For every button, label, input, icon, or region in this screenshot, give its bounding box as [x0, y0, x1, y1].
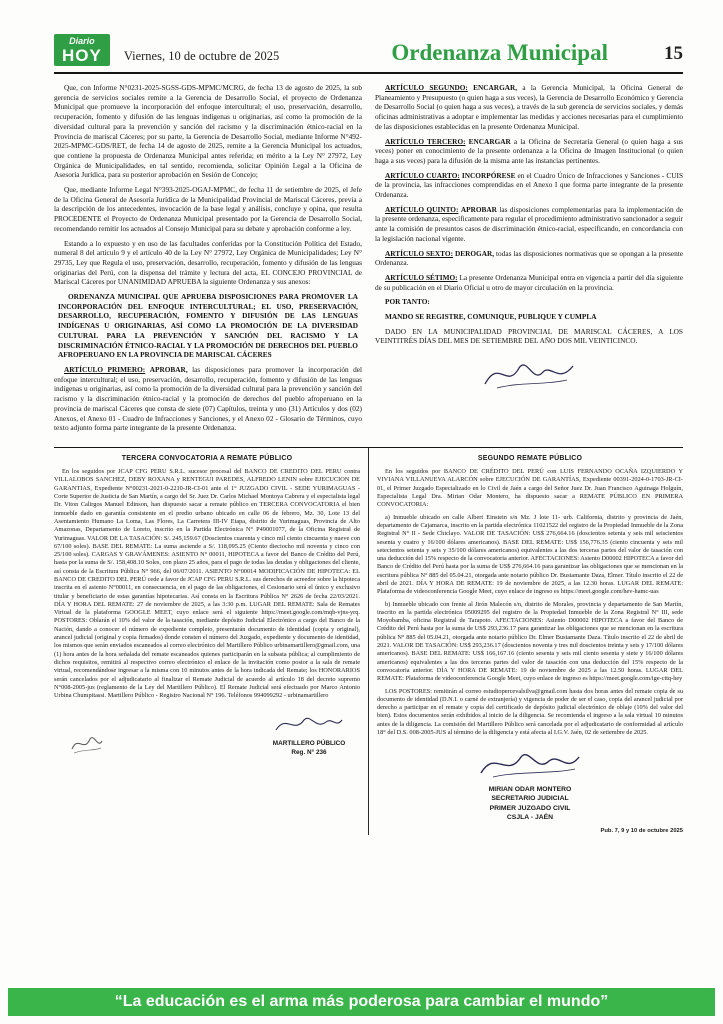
section-title: Ordenanza Municipal — [391, 40, 608, 65]
article-left-column — [54, 83, 362, 438]
diario-hoy-logo — [54, 34, 110, 66]
articulo-segundo-verb: ENCARGAR, — [473, 83, 518, 92]
articulo-quinto-label: ARTÍCULO QUINTO: — [385, 204, 459, 214]
articulo-segundo-label: ARTÍCULO SEGUNDO: — [385, 83, 468, 92]
articulo-sexto-paragraph — [375, 249, 683, 268]
article-paragraph: Estando a lo expuesto y en uso de las facultades conferidas por la Constitución Política del Estado, numeral 8 del artículo 9 y el artículo 40 de la Ley N° 27972, Ley Orgánica de Municipalidades; Ley N° 29735, Ley que Regula el uso, preservación, desarrollo, recuperación, fomento y difusión de las lenguas originarias del Perú, con la dispensa del trámite y lectura del acta, EL CONCEJO PROVINCIAL de Mariscal Cáceres por UNANIMIDAD APRUEBA la siguiente Ordenanza y sus anexos: — [54, 238, 362, 287]
notice-tercera-convocatoria — [54, 448, 369, 835]
articulo-tercero-label: ARTÍCULO TERCERO: — [385, 136, 466, 146]
articulo-sexto-body: todas las disposiciones normativas que se opongan a la presente Ordenanza. — [375, 248, 684, 268]
articulo-cuarto-label: ARTÍCULO CUARTO: — [385, 170, 460, 180]
articulo-segundo-paragraph — [375, 83, 683, 132]
issue-date: Viernes, 10 de octubre de 2025 — [123, 49, 280, 63]
articulo-sexto-verb: DEROGAR, — [454, 248, 495, 258]
secretario-name: MIRIAN ODAR MONTERO — [488, 785, 572, 793]
articulo-cuarto-verb: INCORPÓRESE — [461, 170, 516, 180]
secretario-court: PRIMER JUZGADO CIVIL — [489, 804, 571, 812]
signature-icon — [477, 354, 581, 394]
notice-right-postores: LOS POSTORES: remitirán al correo estudiopercevalsilva@gmail.com hasta dos horas antes del remate copia de su documento de identidad (D.N.I. o carné de extranjería) y vigencia de poder de ser el caso, copia del arancel judicial por derecho a participar en el remate y copia del certificado de depósito judicial electrónico de oblaje (10% del valor del bien). Estos documentos serán exhibidos al inicio de la diligencia. Se recomienda el ingreso a la sala virtual 10 minutos antes de la diligencia. La comisión del Martillero Público será cancelada por el adjudicatario de conformidad al artículo 18° del D.S. 008-2005-JUS al término de la diligencia y está afecta al I.G.V. Jaén, 02 de setiembre de 2025. — [377, 687, 683, 737]
articulo-setimo-label: ARTÍCULO SÉTIMO: — [385, 272, 458, 282]
martillero-stamp-line1: MARTILLERO PÚBLICO — [272, 740, 346, 748]
ordinance-article — [54, 83, 683, 438]
martillero-stamp — [272, 712, 346, 757]
secretario-role: SECRETARIO JUDICIAL — [491, 795, 569, 803]
articulo-cuarto-paragraph — [375, 171, 683, 200]
article-paragraph: Que, con Informe N°0231-2025-SGSS-GDS-MPMC/MCRG, de fecha 13 de agosto de 2025, la sub gerencia de servicios sociales remite a la Gerencia de Desarrollo Social, el proyecto de Ordenanza Municipal que promueve la incorporación del enfoque intercultural; el uso, preservación, desarrollo, recuperación, fomento y difusión de las lenguas indígenas u originarias, así como la promoción de la diversidad cultural para la prevención y sanción del racismo y la discriminación étnico-racial en la Provincia de mariscal Cáceres; por su parte, la Gerencia de Desarrollo Social, mediante Informe N°492-2025-MPMC-GDS/RET, de fecha 14 de agosto de 2025, remite a la Gerencia Municipal los actuados, que contiene la propuesta de Ordenanza Municipal antes referida; en mérito a la Ley N° 27972, Ley Orgánica de Municipalidades, en tal sentido, recomienda, solicitar Opinión Legal a la Oficina de Asesoría Jurídica, para su posterior aprobación en Sesión de Concejo; — [54, 83, 362, 180]
notice-left-signatures — [54, 712, 360, 757]
articulo-quinto-paragraph — [375, 205, 683, 244]
articulo-setimo-body: La presente Ordenanza Municipal entra en vigencia a partir del día siguiente de su publicación en el Diario Oficial u otro de mayor circulación en la provincia. — [375, 272, 683, 292]
articulo-segundo-body: a la Gerencia Municipal, la Oficina General de Planeamiento y Presupuesto (o quien haga a sus veces), la Gerencia de Desarrollo Económico y Gerencia de Desarrollo Social (o quien haga a sus veces), a través de la sub gerencia de servicios sociales, y demás oficinas administrativas a adoptar e implementar las medidas y acciones necesarias para el cumplimiento de las disposiciones establecidas en la presente Ordenanza Municipal. — [375, 83, 683, 131]
articulo-primero-verb: APROBAR, — [149, 364, 188, 374]
footer-quote-banner — [8, 988, 715, 1016]
article-right-column — [375, 83, 683, 438]
logo-hoy-text: HOY — [62, 46, 102, 65]
articulo-primero-paragraph — [54, 365, 362, 433]
notice-left-title: TERCERA CONVOCATORIA A REMATE PÚBLICO — [121, 454, 293, 462]
notice-right-intro: En los seguidos por BANCO DE CRÉDITO DEL PERÚ con LUIS FERNANDO OCAÑA IZQUIERDO Y VIVIANA VILLANUEVA ALARCÓN sobre EJECUCIÓN DE GARANTÍAS, Expediente 00391-2024-0-1703-JR-CI-01, el Primer Juzgado Especializado en lo Civil de Jaén a cargo del Señor Juez Dr. Juan Francisco Aguinaga Holguín, Especialista Legal Dra. Mirian Odar Montero, ha dispuesto sacar a REMATE PÚBLICO EN PRIMERA CONVOCATORIA: — [377, 468, 683, 509]
notice-right-item-a: a) Inmueble ubicado en calle Albert Einstein s/n Mz. J lote 11- urb. California, distrito y provincia de Jaén, departamento de Cajamarca, inscrito en la partida electrónica 11021522 del registro de la Propiedad Inmueble de la Zona Registral N° II - Sede Chiclayo. VALOR DE TASACIÓN: US$ 276,664.16 (doscientos setenta y seis mil seiscientos sesenta y cuatro y 16/100 dólares americanos). BASE DEL REMATE: US$ 156,776.35 (ciento cincuenta y seis mil setecientos setenta y seis y 35/100 dólares americanos) equivalentes a las dos terceras partes del valor de tasación con una deducción del 15% respecto de la convocatoria anterior. AFECTACIONES: Asiento D00002 HIPOTECA a favor del Banco de Crédito del Perú hasta por la suma de US$ 276,664.16 para garantizar las obligaciones que se mencionan en la escritura pública N° 885 del 05.04.21, otorgada ante notario público Dr. Bustamante Daza, Elmer. Título inscrito el 22 de abril de 2021. DÍA Y HORA DE REMATE: 19 de noviembre de 2025, a las 12.30 horas. LUGAR DEL REMATE: Plataforma de videoconferencia Google Meet, cuyo enlace de ingreso es https://meet.google.com/hev-hamc-uas — [377, 513, 683, 596]
notice-right-item-b: b) Inmueble ubicado con frente al Jirón Malecón s/n, distrito de Morales, provincia y departamento de San Martín, inscrito en la partida electrónica 05009295 del registro de la Propiedad Inmueble de la Zona Registral N° III, sede Moyobamba, oficina Registral de Tarapoto. AFECTACIONES: Asiento D00002 HIPOTECA a favor del Banco de Crédito del Perú hasta por la suma de US$ 293,236.17 para garantizar las obligaciones que se mencionan en la escritura pública N° 885 del 05.04.21, otorgada ante notario público Dr. Elmer Bustamante Daza. Título inscrito el 22 de abril de 2021. VALOR DE TASACIÓN: US$ 293,236.17 (doscientos noventa y tres mil doscientos treinta y seis y 17/100 dólares americanos). BASE DEL REMATE: US$ 166,167.16 (ciento sesenta y seis mil ciento sesenta y siete y 16/100 dólares americanos) equivalentes a las dos terceras partes del valor de tasación con una deducción del 15% respecto de la convocatoria anterior. DÍA Y HORA DE REMATE: 19 de noviembre de 2025 a las 12.50 horas. LUGAR DEL REMATE: Plataforma de videoconferencia Google Meet, cuyo enlace de ingreso es https://meet.google.com/ige-cttq-hey — [377, 600, 683, 683]
publication-dates-note: Pub. 7, 9 y 10 de octubre 2025 — [600, 827, 683, 834]
page-header — [54, 34, 683, 74]
articulo-tercero-paragraph — [375, 137, 683, 166]
mando-line: MANDO SE REGISTRE, COMUNIQUE, PUBLIQUE Y CUMPLA — [385, 312, 597, 322]
articulo-quinto-body: las disposiciones complementarias para la implementación de la presente ordenanza, específicamente para regular el procedimiento administrativo sancionador a seguir ante la comisión de presuntos casos de discriminación étnico-racial, específicando, en concordancia con la legislación nacional vigente. — [375, 204, 683, 243]
seal-stamp-icon — [68, 731, 104, 757]
articulo-quinto-verb: APROBAR — [460, 204, 497, 214]
secretario-signature-icon — [475, 747, 585, 781]
footer-quote-text: “La educación es el arma más poderosa para cambiar el mundo” — [114, 993, 609, 1010]
articulo-sexto-label: ARTÍCULO SEXTO: — [385, 248, 454, 258]
articulo-cuarto-body: en el Cuadro Único de Infracciones y Sanciones - CUIS de la provincia, las infracciones comprendidas en el Anexo I que forma parte integrante de la presente Ordenanza. — [375, 170, 684, 200]
articulo-tercero-verb: ENCARGAR — [468, 136, 511, 146]
article-paragraph: Que, mediante Informe Legal N°393-2025-OGAJ-MPMC, de fecha 11 de setiembre de 2025, el Jefe de la Oficina General de Asesoría Jurídica de la Municipalidad Provincial de Mariscal Cáceres, previa a la descripción de los antecedentes, invocación de la base legal y análisis, concluye y opina, que resulta PROCEDENTE el Proyecto de Ordenanza Municipal presentado por la Gerencia de Desarrollo Social, recomendando remitir los actuados al Consejo Municipal para su debate y aprobación conforme a ley. — [54, 185, 362, 233]
mayor-signature — [375, 354, 683, 397]
articulo-tercero-body: a la Oficina de Secretaría General (o quien haga a sus veces) poner en conocimiento de la presente ordenanza a la Oficina de Imagen Institucional (o quien haga a sus veces) para la difusión de la misma ante las instancias pertinentes. — [375, 136, 683, 165]
notice-left-body: En los seguidos por JCAP CFG PERU S.R.L. sucesor procesal del BANCO DE CREDITO DEL PERU contra VILLALOBOS SANCHEZ, DEBY ROXANA y RENTEGUI PAREDES, ALFREDO LENIN sobre EJECUCION DE GARANTIAS, Expediente N°00231-2021-0-2210-JR-CI-01 ante el 1° JUZGADO CIVIL - SEDE YURIMAGUAS - Corte Superior de Justicia de San Martín, a cargo del Sr. Juez Dr. Carlos Michael Montoya Cabrera y el especialista legal Dr. Viton Calirgos Manuel Edinson, han dispuesto sacar a remate público en TERCERA CONVOCATORIA el bien inmueble dado en garantía consistente en el predio urbano ubicado en calle 06 de febrero, Mz. 30, Lote 13 del Asentamiento Humano La Loma, Las Flores, La Carretera III-IV Etapa, distrito de Yurimaguas, Provincia de Alto Amazonas, Departamento de Loreto, inscrito en la Partida Electrónica N° P49001077, de la Oficina Registral de Yurimaguas. VALOR DE LA TASACIÓN: S/. 245,159.67 (Doscientos cuarenta y cinco mil ciento cincuenta y nueve con 67/100 soles). BASE DEL REMATE: La suma asciende a S/. 118,095.25 (Ciento dieciocho mil noventa y cinco con 25/100 soles). CARGAS Y GRAVÁMENES: ASIENTO N° 00011, HIPOTECA a favor del Banco de Crédito del Perú, hasta por la suma de S/. 158,408.10 Soles, con plazo 25 años, para el pago de todas las deudas y obligaciones del cliente, así consta de la Escritura Pública N° 966, del 06/07/2011. ASIENTO N°00014 MODIFICACIÓN DE HIPOTECA: EL BANCO DE CREDITO DEL PERÚ cede a favor de JCAP CFG PERU S.R.L. sus derechos de acreedor sobre la hipoteca inscrita en el asiento N°00011, en consecuencia, en el pago de las obligaciones, el Cesionario será el único y exclusivo titular y beneficiario de estas garantías hipotecarias. Así consta en la Escritura Pública N° 2626 de fecha 22/03/2021. DÍA Y HORA DEL REMATE: 27 de noviembre de 2025, a las 3:30 p.m. LUGAR DEL REMATE: Sala de Remates Virtual de la plataforma GOOGLE MEET, cuyo enlace será el siguiente https://meet.google.com/mqb-vjns-yrq. POSTORES: Oblarán el 10% del valor de la tasación, mediante depósito Judicial Electrónico a cargo del Banco de la Nación, dando a conocer el número de expediente completo, presentarán documento de identidad (copia y original), arancel judicial (original y copia firmados) donde consten el número del Juzgado, expediente y documento de identidad, los mismos que serán enviados escaneados al correo electrónico del Martillero Público urbinamartillero@gmail.com, una (1) hora antes de la hora señalada del remate escaneados quienes participarán en la subasta pública; al cumplimiento de dichos requisitos, remitirá al respectivo correo electrónico el enlace de la invitación como postor a la sala de remate virtual, recomendándose ingresar a la misma con 10 minutos antes de la hora indicada del Remate; los HONORARIOS serán cancelados por el adjudicatario al finalizar el Remate Judicial de acuerdo al artículo 18 del decreto supremo N°008-2005-jus (reglamento de la Ley del Martillero Público). El Remate Judicial será efectuado por Marco Antonio Urbina Chumpitassi. Martillero Público - Registro Nacional N° 196. Teléfonos 994099292 - urbinamartillero — [54, 468, 360, 700]
secretario-district: CSJLA - JAÉN — [506, 814, 554, 822]
notice-segundo-remate — [369, 448, 683, 835]
articulo-primero-body: las disposiciones para promover la incorporación del enfoque intercultural; el uso, preservación, desarrollo, recuperación, fomento y difusión de las lenguas indígenas u originarias, así como la promoción de la diversidad cultural para la prevención y sanción del racismo y la discriminación étnico-racial y la promoción de derechos del pueblo afroperuano en la provincia de mariscal Cáceres que consta de siete (07) Capítulos, treinta y uno (31) Artículos y dos (02) Anexos, el Anexo 01 - Cuadro de Infracciones y Sanciones, y el Anexo 02 - Glosario de Términos, cuyo texto adjunto forma parte integrante de la presente Ordenanza. — [54, 364, 363, 433]
page-number: 15 — [664, 43, 683, 64]
martillero-signature-icon — [272, 712, 346, 736]
notice-right-title: SEGUNDO REMATE PÚBLICO — [477, 454, 583, 462]
legal-notices — [54, 448, 683, 835]
ordinance-title-paragraph: ORDENANZA MUNICIPAL QUE APRUEBA DISPOSICIONES PARA PROMOVER LA INCORPORACIÓN DEL ENFOQUE INTERCULTURAL; EL USO, PRESERVACIÓN, DESARROLLO, RECUPERACIÓN, FOMENTO Y DIFUSIÓN DE LAS LENGUAS INDÍGENAS U ORIGINARIAS, ASÍ COMO LA PROMOCIÓN DE LA DIVERSIDAD CULTURAL PARA LA PREVENCIÓN Y SANCIÓN DEL RACISMO Y LA DISCRIMINACIÓN ÉTNICO-RACIAL Y LA PROMOCIÓN DE DERECHOS DEL PUEBLO AFROPERUANO EN LA PROVINCIA DE MARISCAL CÁCERES — [58, 292, 358, 360]
dado-line: DADO EN LA MUNICIPALIDAD PROVINCIAL DE MARISCAL CÁCERES, A LOS VEINTITRÉS DÍAS DEL MES DE SETIEMBRE DEL AÑO DOS MIL VEINTICINCO. — [375, 326, 683, 346]
por-tanto-line: POR TANTO: — [385, 297, 430, 307]
martillero-stamp-line2: Reg. N° 236 — [291, 748, 327, 756]
logo-diario-text: Diario — [69, 36, 95, 46]
articulo-setimo-paragraph — [375, 273, 683, 292]
secretario-signature-block — [377, 747, 683, 822]
articulo-primero-label: ARTÍCULO PRIMERO: — [64, 364, 146, 374]
